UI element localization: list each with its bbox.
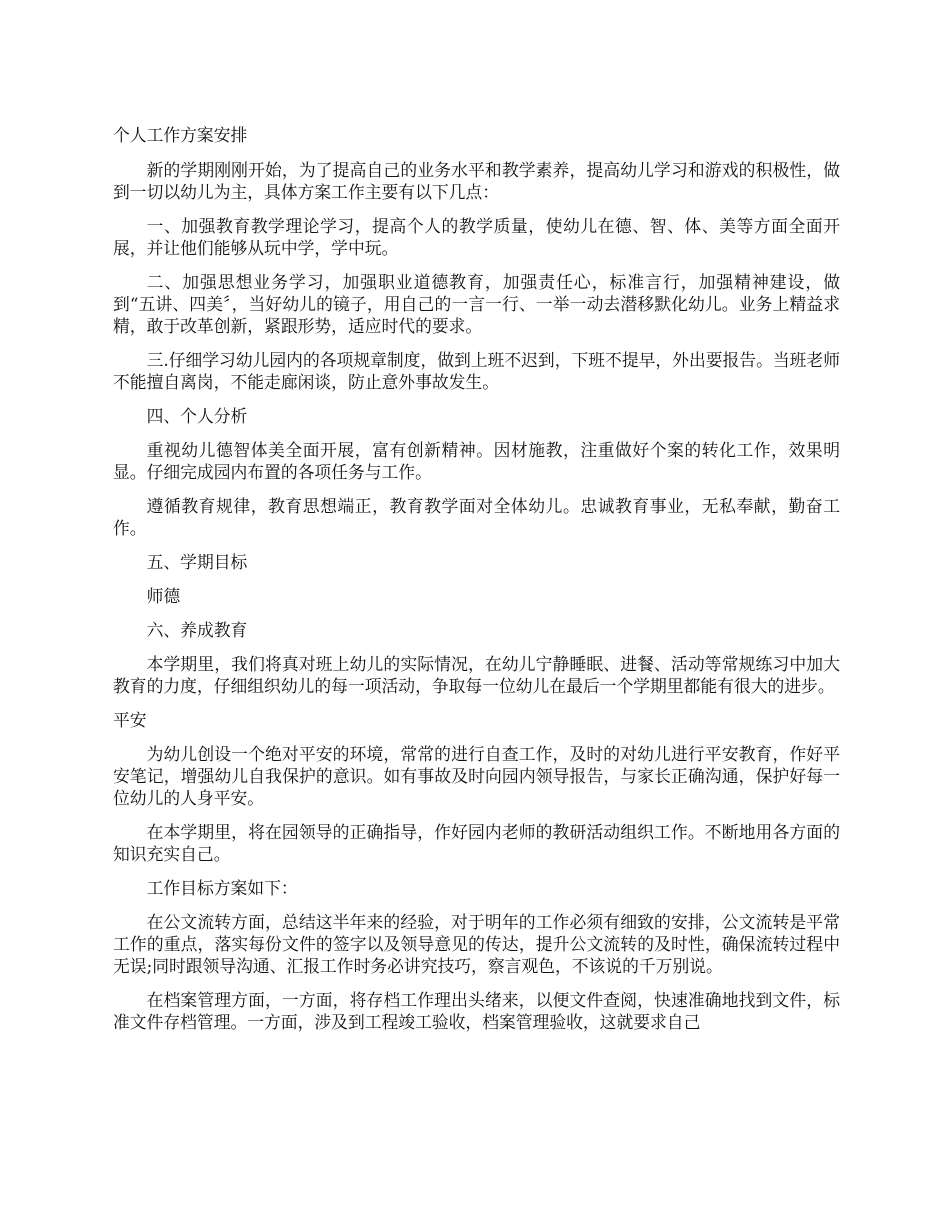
document-paragraph: 在公文流转方面，总结这半年来的经验，对于明年的工作必须有细致的安排，公文流转是平常工作的重点，落实每份文件的签字以及领导意见的传达，提升公文流转的及时性，确保流转过程中无误;同时跟领导沟通、汇报工作时务必讲究技巧，察言观色，不该说的千万别说。 [113,912,840,976]
document-paragraph: 六、养成教育 [146,620,248,640]
document-page [113,124,840,1045]
document-paragraph: 平安 [113,710,147,730]
document-paragraph: 二、加强思想业务学习，加强职业道德教育，加强责任心，标准言行，加强精神建设，做到“五讲、四美〞，当好幼儿的镜子，用自己的一言一行、一举一动去潜移默化幼儿。业务上精益求精，敢于改革创新，紧跟形势，适应时代的要求。 [113,272,840,336]
document-paragraph: 工作目标方案如下： [146,878,298,898]
document-paragraph: 新的学期刚刚开始，为了提高自己的业务水平和教学素养，提高幼儿学习和游戏的积极性，做到一切以幼儿为主，具体方案工作主要有以下几点： [113,160,840,202]
document-paragraph: 遵循教育规律，教育思想端正，教育教学面对全体幼儿。忠诚教育事业，无私奉献，勤奋工作。 [113,496,840,538]
document-title: 个人工作方案安排 [113,125,248,145]
document-paragraph: 在档案管理方面，一方面，将存档工作理出头绪来，以便文件查阅，快速准确地找到文件，标准文件存档管理。一方面，涉及到工程竣工验收，档案管理验收，这就要求自己 [113,990,840,1032]
document-paragraph: 为幼儿创设一个绝对平安的环境，常常的进行自查工作，及时的对幼儿进行平安教育，作好平安笔记，增强幼儿自我保护的意识。如有事故及时向园内领导报告，与家长正确沟通，保护好每一位幼儿的人身平安。 [113,744,840,808]
document-paragraph: 四、个人分析 [146,406,248,426]
document-paragraph: 一、加强教育教学理论学习，提高个人的教学质量，使幼儿在德、智、体、美等方面全面开展，并让他们能够从玩中学，学中玩。 [113,216,840,258]
document-paragraph: 重视幼儿德智体美全面开展，富有创新精神。因材施教，注重做好个案的转化工作，效果明显。仔细完成园内布置的各项任务与工作。 [113,440,840,482]
document-paragraph: 师德 [146,586,181,606]
document-paragraph: 三.仔细学习幼儿园内的各项规章制度，做到上班不迟到，下班不提早，外出要报告。当班老师不能擅自离岗，不能走廊闲谈，防止意外事故发生。 [113,350,840,392]
document-paragraph: 在本学期里，将在园领导的正确指导，作好园内老师的教研活动组织工作。不断地用各方面的知识充实自己。 [113,822,840,864]
document-paragraph: 本学期里，我们将真对班上幼儿的实际情况，在幼儿宁静睡眠、进餐、活动等常规练习中加大教育的力度，仔细组织幼儿的每一项活动，争取每一位幼儿在最后一个学期里都能有很大的进步。 [113,654,840,696]
document-paragraph: 五、学期目标 [146,552,248,572]
document-body [113,159,840,1033]
